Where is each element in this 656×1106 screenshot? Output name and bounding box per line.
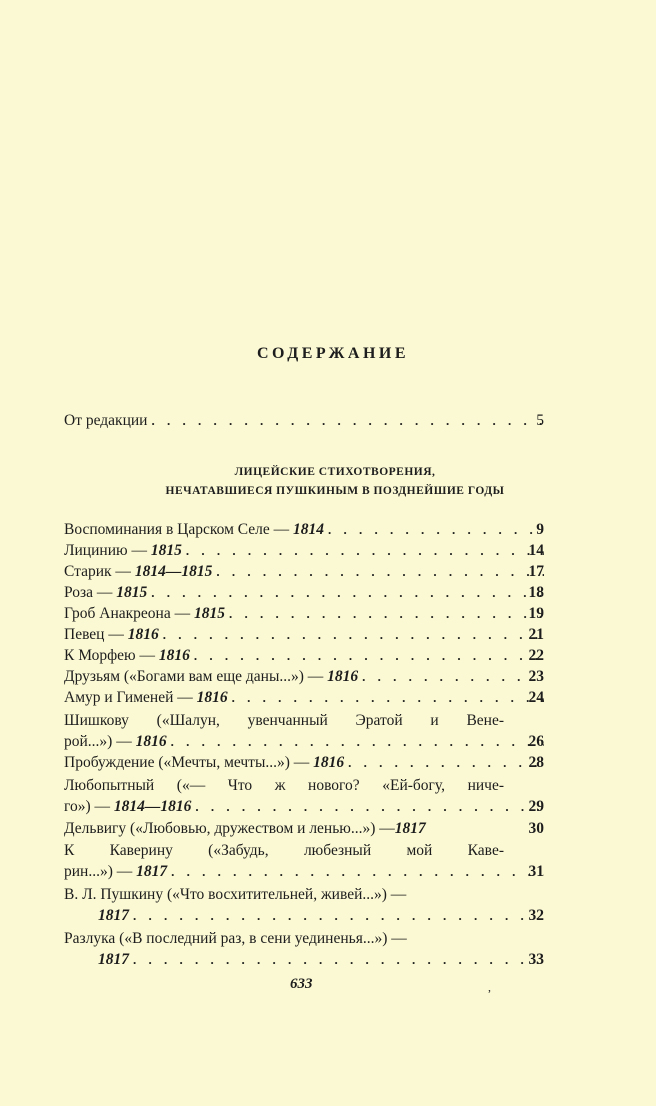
entry-title: К Морфею —	[64, 647, 155, 664]
section-title-line-2: НЕЧАТАВШИЕСЯ ПУШКИНЫМ В ПОЗДНЕЙШИЕ ГОДЫ	[165, 485, 505, 497]
entry-title: Старик —	[64, 563, 131, 580]
entry-page: 26	[528, 733, 544, 750]
toc-entry	[64, 540, 544, 561]
toc-entry	[64, 949, 544, 970]
entry-title: Лицинию —	[64, 542, 147, 559]
entry-page: 22	[528, 647, 544, 664]
leader-dots	[186, 540, 544, 561]
entry-year: 1815	[150, 542, 182, 559]
toc-entry-first-line	[64, 884, 544, 905]
entry-year: 1815	[193, 605, 225, 622]
toc-entry	[64, 666, 544, 687]
entry-title: В. Л. Пушкину («Что восхитительней, живей...») —	[64, 886, 407, 903]
entry-title: Певец —	[64, 626, 124, 643]
toc-entry	[64, 905, 544, 926]
toc-heading: СОДЕРЖАНИЕ	[256, 345, 410, 362]
entry-year: 1814—1816	[113, 798, 192, 815]
entry-year: 1816	[196, 689, 228, 706]
section-title-line-1: ЛИЦЕЙСКИЕ СТИХОТВОРЕНИЯ,	[234, 466, 436, 478]
toc-entry	[64, 818, 544, 839]
entry-title-cont: рин...») —	[64, 863, 133, 880]
entry-year: 1815	[116, 584, 148, 601]
entry-title: Друзьям («Богами вам еще даны...») —	[64, 668, 324, 685]
entry-page: 29	[528, 798, 544, 815]
leader-dots	[151, 410, 544, 431]
entry-year: 1817	[136, 863, 168, 880]
toc-entry	[64, 687, 544, 708]
leader-dots	[328, 519, 544, 540]
leader-dots	[163, 624, 544, 645]
entry-title: К Каверину («Забудь, любезный мой Кавe-	[64, 842, 504, 859]
entry-page: 9	[536, 521, 544, 538]
margin-mark: ,	[488, 980, 491, 994]
leader-dots	[133, 905, 544, 926]
entry-page: 14	[528, 542, 544, 559]
entry-year: 1816	[135, 733, 167, 750]
entry-year: 1817	[394, 820, 426, 837]
leader-dots	[232, 687, 544, 708]
toc-entry-first-line	[64, 928, 544, 949]
entry-page: 31	[528, 863, 544, 880]
entry-title: Гроб Анакреона —	[64, 605, 191, 622]
entry-page: 19	[528, 605, 544, 622]
toc-entry	[64, 519, 544, 540]
entry-year: 1817	[98, 951, 129, 968]
toc-entry-intro	[64, 410, 544, 431]
leader-dots	[133, 949, 544, 970]
toc-entry	[64, 731, 544, 752]
leader-dots	[195, 796, 544, 817]
entry-year: 1816	[313, 754, 345, 771]
entry-title: Пробуждение («Мечты, мечты...») —	[64, 754, 310, 771]
leader-dots	[216, 561, 544, 582]
entry-page: 18	[528, 584, 544, 601]
entry-page: 17	[528, 563, 544, 580]
entry-year: 1814	[293, 521, 325, 538]
entry-page: 5	[536, 412, 544, 429]
entry-page: 33	[528, 951, 544, 968]
toc-entry	[64, 645, 544, 666]
entry-page: 30	[528, 820, 544, 837]
entry-year: 1816	[327, 668, 359, 685]
entry-page: 28	[528, 754, 544, 771]
leader-dots	[194, 645, 544, 666]
entry-title: Разлука («В последний раз, в сени уединенья...») —	[64, 930, 407, 947]
leader-dots	[171, 731, 544, 752]
entry-title: Амур и Гименей —	[64, 689, 193, 706]
toc-entry-first-line	[64, 710, 544, 731]
leader-dots	[151, 582, 544, 603]
entry-page: 32	[528, 907, 544, 924]
entry-title: Роза —	[64, 584, 113, 601]
toc-entry-first-line	[64, 775, 544, 796]
entry-title: Воспоминания в Царском Селе —	[64, 521, 290, 538]
entry-year: 1816	[158, 647, 190, 664]
entry-title-cont: го») —	[64, 798, 111, 815]
toc-entry	[64, 796, 544, 817]
entry-year: 1814—1815	[134, 563, 213, 580]
entry-title: Любопытный («— Что ж нового? «Ей-богу, ниче-	[64, 777, 504, 794]
leader-dots	[229, 603, 544, 624]
entry-year: 1816	[127, 626, 159, 643]
entry-title: Дельвигу («Любовью, дружеством и ленью...») —	[64, 820, 395, 837]
toc-entry	[64, 582, 544, 603]
entry-year: 1817	[98, 907, 129, 924]
entry-title: От редакции	[64, 412, 148, 429]
toc-entry	[64, 752, 544, 773]
toc-entry	[64, 624, 544, 645]
toc-entry-first-line	[64, 840, 544, 861]
entry-page: 21	[528, 626, 544, 643]
toc-entry	[64, 603, 544, 624]
entry-page: 24	[528, 689, 544, 706]
entry-title-cont: рой...») —	[64, 733, 132, 750]
entry-title: Шишкову («Шалун, увенчанный Эратой и Вене-	[64, 712, 504, 729]
page-number: 633	[290, 976, 313, 992]
leader-dots	[171, 861, 544, 882]
entry-page: 23	[528, 668, 544, 685]
toc-entry	[64, 561, 544, 582]
toc-entry	[64, 861, 544, 882]
